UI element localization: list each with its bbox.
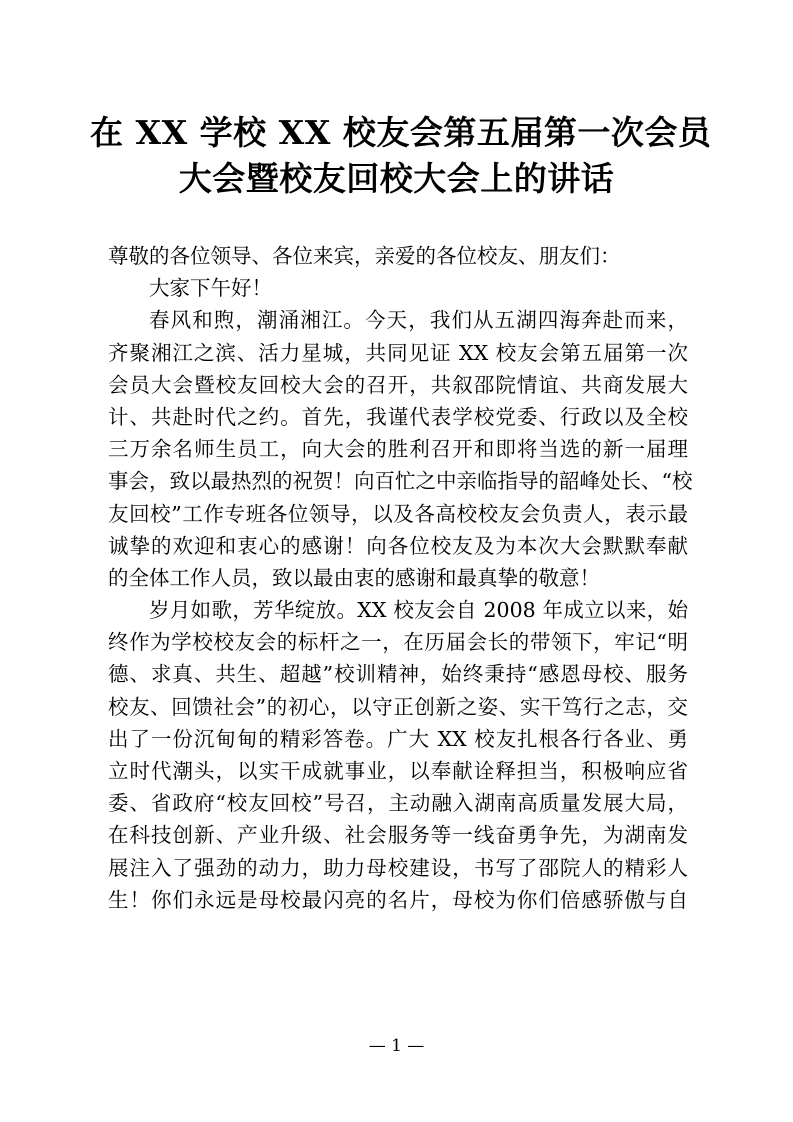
body-text-line: 的全体工作人员，致以最由衷的感谢和最真挚的敬意！ <box>108 565 600 590</box>
body-text-line: 生！你们永远是母校最闪亮的名片，母校为你们倍感骄傲与自 <box>108 887 688 912</box>
body-text-line: 展注入了强劲的动力，助力母校建设，书写了邵院人的精彩人 <box>108 855 688 880</box>
body-text-line: 大家下午好！ <box>149 276 272 301</box>
body-text-line: 三万余名师生员工，向大会的胜利召开和即将当选的新一届理 <box>108 437 688 462</box>
body-text-line: 校友、回馈社会”的初心，以守正创新之姿、实干笃行之志，交 <box>108 694 688 719</box>
document-body <box>108 240 693 916</box>
body-text-line: 立时代潮头，以实干成就事业，以奉献诠释担当，积极响应省 <box>108 759 688 783</box>
body-text-line: 计、共赴时代之约。首先，我谨代表学校党委、行政以及全校 <box>108 404 688 429</box>
body-text-line: 德、求真、共生、超越”校训精神，始终秉持“感恩母校、服务 <box>108 662 688 687</box>
body-text-line: 岁月如歌，芳华绽放。XX 校友会自 2008 年成立以来，始 <box>149 598 688 623</box>
body-text-line: 春风和煦，潮涌湘江。今天，我们从五湖四海奔赴而来， <box>149 308 688 333</box>
body-text-line: 会员大会暨校友回校大会的召开，共叙邵院情谊、共商发展大 <box>108 372 688 397</box>
body-text-line: 尊敬的各位领导、各位来宾，亲爱的各位校友、朋友们： <box>108 244 621 268</box>
title-line-1: 在 XX 学校 XX 校友会第五届第一次会员 <box>90 113 712 152</box>
body-text-line: 诚挚的欢迎和衷心的感谢！向各位校友及为本次大会默默奉献 <box>108 533 688 558</box>
body-text-line: 委、省政府“校友回校”号召，主动融入湖南高质量发展大局， <box>108 791 688 816</box>
body-text-line: 友回校”工作专班各位领导，以及各高校校友会负责人，表示最 <box>108 501 688 526</box>
body-text-line: 出了一份沉甸甸的精彩答卷。广大 XX 校友扎根各行各业、勇 <box>108 726 688 751</box>
body-text-line: 终作为学校校友会的标杆之一，在历届会长的带领下，牢记“明 <box>108 630 688 655</box>
page-number: — 1 — <box>368 1036 425 1056</box>
document-title <box>90 110 712 202</box>
title-line-2: 大会暨校友回校大会上的讲话 <box>178 159 615 198</box>
body-text-line: 事会，致以最热烈的祝贺！向百忙之中亲临指导的韶峰处长、“校 <box>108 469 693 494</box>
body-text-line: 在科技创新、产业升级、社会服务等一线奋勇争先，为湖南发 <box>108 823 688 848</box>
body-text-line: 齐聚湘江之滨、活力星城，共同见证 XX 校友会第五届第一次 <box>108 340 688 365</box>
